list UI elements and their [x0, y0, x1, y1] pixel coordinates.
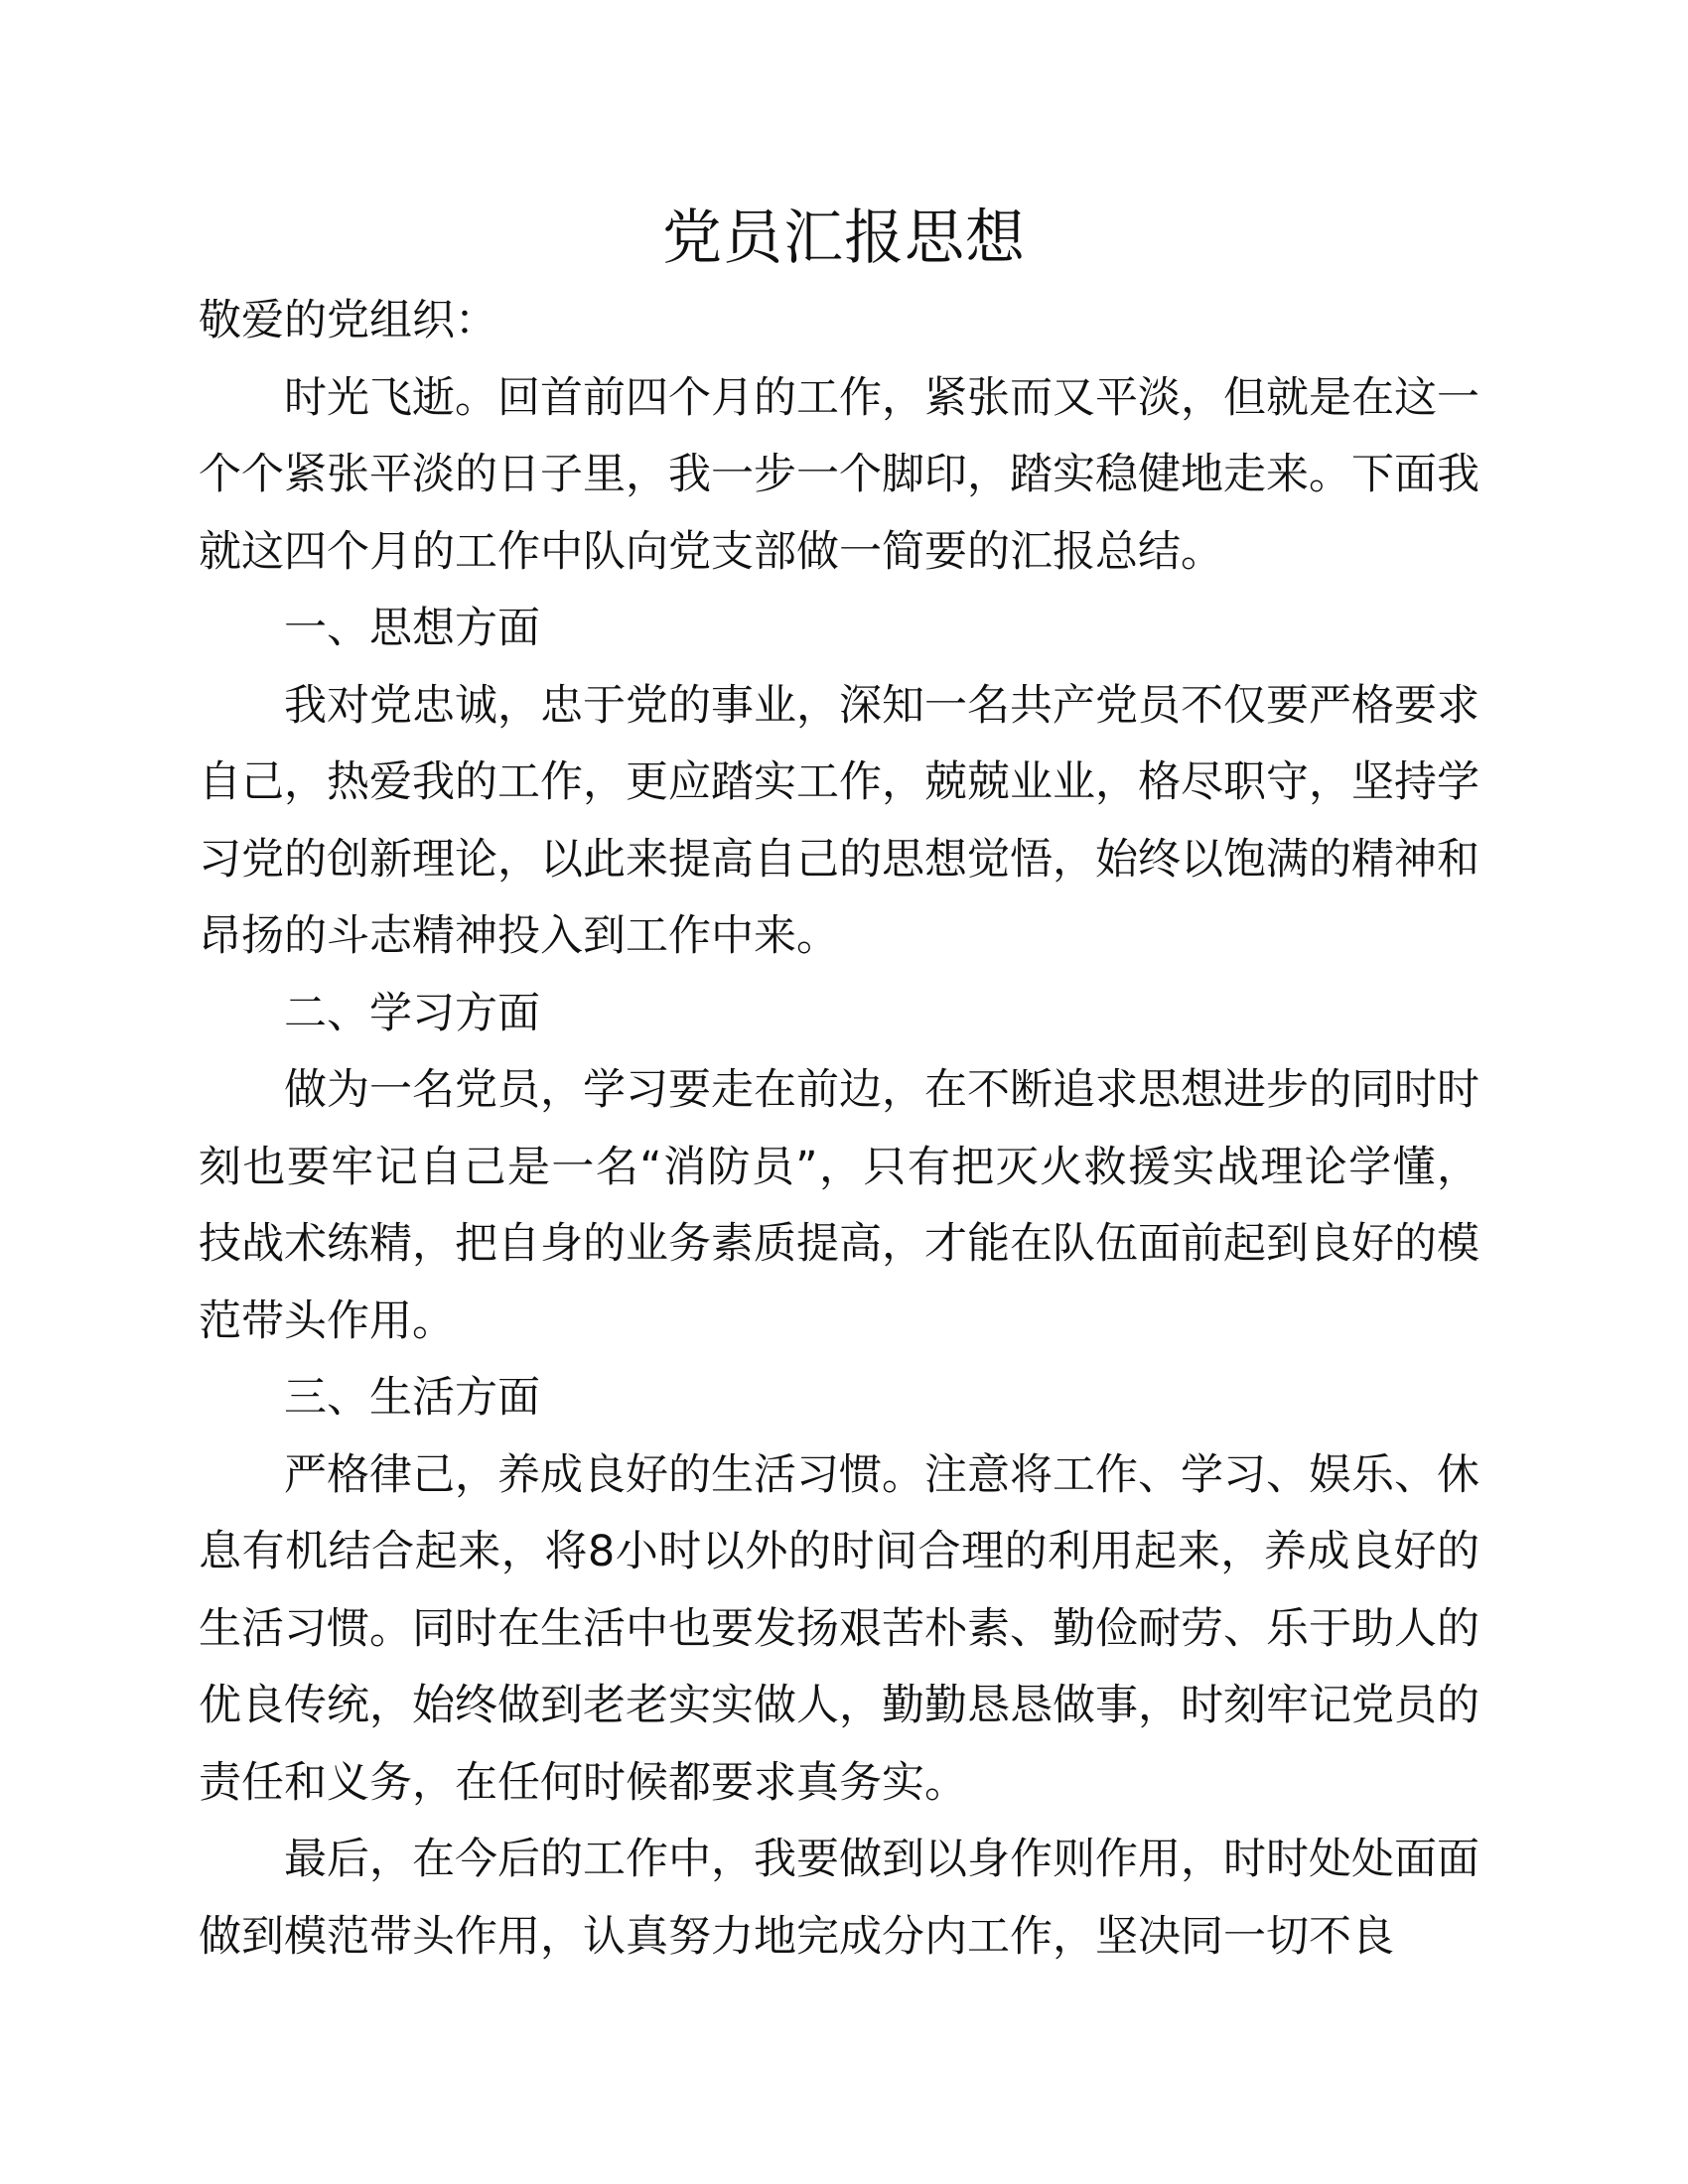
section-heading-thought: 一、思想方面 — [284, 604, 540, 653]
paragraph-conclusion: 最后，在今后的工作中，我要做到以身作则作用，时时处处面面做到模范带头作用，认真努力地完成分内工作，坚决同一切不良 — [199, 1835, 1479, 1962]
paragraph-life: 严格律己，养成良好的生活习惯。注意将工作、学习、娱乐、休息有机结合起来，将8小时以外的时间合理的利用起来，养成良好的生活习惯。同时在生活中也要发扬艰苦朴素、勤俭耐劳、乐于助人的优良传统，始终做到老老实实做人，勤勤恳恳做事，时刻牢记党员的责任和义务，在任何时候都要求真务实。 — [199, 1449, 1479, 1808]
section-heading-study: 二、学习方面 — [284, 988, 540, 1038]
paragraph-study: 做为一名党员，学习要走在前边，在不断追求思想进步的同时时刻也要牢记自己是一名“消防员”，只有把灭火救援实战理论学懂，技战术练精，把自身的业务素质提高，才能在队伍面前起到良好的模范带头作用。 — [199, 1065, 1479, 1346]
salutation: 敬爱的党组织： — [199, 296, 497, 345]
document-title: 党员汇报思想 — [662, 204, 1026, 273]
paragraph-intro: 时光飞逝。回首前四个月的工作，紧张而又平淡，但就是在这一个个紧张平淡的日子里，我一步一个脚印，踏实稳健地走来。下面我就这四个月的工作中队向党支部做一简要的汇报总结。 — [199, 372, 1479, 577]
document-body — [199, 283, 1479, 1976]
paragraph-thought: 我对党忠诚，忠于党的事业，深知一名共产党员不仅要严格要求自己，热爱我的工作，更应踏实工作，兢兢业业，格尽职守，坚持学习党的创新理论，以此来提高自己的思想觉悟，始终以饱满的精神和昂扬的斗志精神投入到工作中来。 — [199, 680, 1479, 961]
section-heading-life: 三、生活方面 — [284, 1373, 540, 1423]
